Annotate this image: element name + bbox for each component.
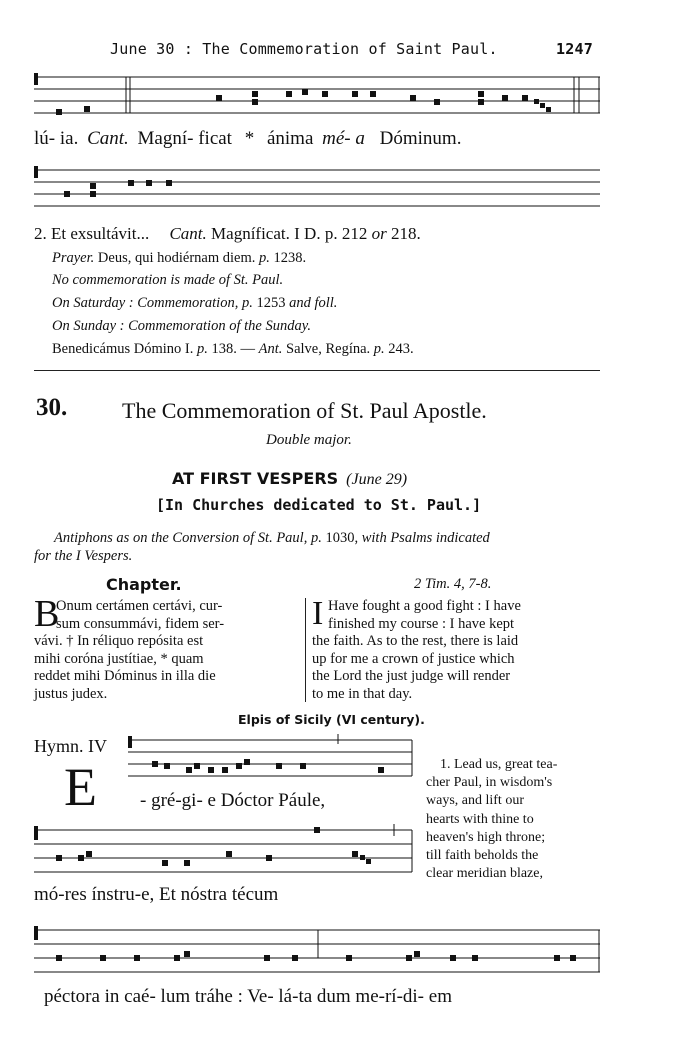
- page-number: 1247: [556, 40, 593, 58]
- latin-line: sum consummávi, fidem ser-: [56, 615, 225, 632]
- prayer-line: [52, 248, 306, 268]
- saturday-line: [52, 293, 337, 313]
- rubric-text: Benedicámus Dómino I.: [52, 341, 194, 357]
- rubric-text: 1238.: [273, 250, 307, 266]
- hymn-lyric-1: - gré-gi- e Dóctor Páule,: [140, 790, 326, 811]
- hymn-lyric-3: péctora in caé- lum tráhe : Ve- lá-ta dum me-rí-di- em: [44, 986, 452, 1007]
- latin-line: vávi. † In réliquo repósita est: [34, 633, 204, 649]
- feast-rank: Double major.: [266, 432, 352, 448]
- rubric-text: I D. p. 212: [294, 224, 368, 243]
- section-divider: [34, 370, 600, 371]
- translation-line: till faith beholds the: [426, 848, 539, 864]
- english-line: the Lord the just judge will render: [312, 668, 511, 684]
- rubric-text: 1030,: [325, 530, 359, 546]
- vespers-title: AT FIRST VESPERS: [172, 469, 339, 488]
- sunday-line: On Sunday : Commemoration of the Sunday.: [52, 318, 311, 334]
- no-commemoration-line: No commemoration is made of St. Paul.: [52, 272, 284, 288]
- hymn-attribution: Elpis of Sicily (VI century).: [238, 712, 425, 727]
- translation-line: hearts with thine to: [426, 811, 534, 827]
- english-line: to me in that day.: [312, 685, 413, 702]
- chapter-heading: Chapter.: [106, 575, 182, 594]
- latin-drop-cap: B: [34, 593, 60, 635]
- lyric: mé- a: [322, 128, 365, 149]
- lyric: Cant.: [87, 128, 129, 149]
- rubric-text: Salve, Regína.: [286, 341, 371, 357]
- running-header: [110, 40, 610, 58]
- english-line: finished my course : I have kept: [328, 615, 515, 632]
- lyric: *: [244, 128, 255, 149]
- translation-line: heaven's high throne;: [426, 829, 546, 845]
- chant-staff-2: [34, 160, 600, 214]
- chant-staff-1: [34, 66, 600, 126]
- chapter-english: [312, 595, 600, 703]
- rubric-text: Deus, qui hodiérnam diem.: [97, 250, 256, 266]
- feast-title: The Commemoration of St. Paul Apostle.: [122, 398, 487, 423]
- column-divider: [305, 598, 306, 702]
- english-drop-cap: I: [312, 595, 324, 632]
- hymn-label: Hymn. IV: [34, 736, 107, 756]
- rubric-text: or: [371, 224, 387, 243]
- staff1-lyrics: [34, 128, 461, 150]
- chapter-reference: 2 Tim. 4, 7-8.: [414, 576, 492, 592]
- rubric-text: p.: [373, 341, 385, 357]
- hymn-staff-2: [34, 816, 414, 880]
- hymn-translation: [426, 756, 600, 883]
- english-line: Have fought a good fight : I have: [328, 598, 521, 614]
- translation-line: cher Paul, in wisdom's: [426, 775, 553, 791]
- rubric-text: Magníficat.: [211, 224, 290, 243]
- latin-line: justus judex.: [34, 685, 108, 702]
- translation-line: clear meridian blaze,: [426, 866, 543, 882]
- chapter-latin: [34, 593, 300, 703]
- lyric: Dóminum.: [379, 128, 462, 149]
- lyric: lú- ia.: [34, 128, 79, 149]
- rubric-text: and foll.: [289, 295, 338, 311]
- latin-line: mihi coróna justítiae, * quam: [34, 650, 204, 667]
- latin-line: reddet mihi Dóminus in illa die: [34, 668, 216, 684]
- lyric: Magní- ficat: [137, 128, 232, 149]
- english-line: the faith. As to the rest, there is laid: [312, 633, 519, 649]
- rubric-text: p.: [196, 341, 208, 357]
- rubric-text: 243.: [388, 341, 414, 357]
- hymn-lyric-2: mó-res ínstru-e, Et nóstra técum: [34, 884, 279, 905]
- header-title: June 30 : The Commemoration of Saint Paul.: [110, 40, 498, 58]
- latin-line: Onum certámen certávi, cur-: [56, 598, 223, 614]
- rubric-text: p.: [259, 250, 270, 266]
- antiphons-note-1: [54, 530, 490, 547]
- rubric-text: 138. —: [211, 341, 255, 357]
- translation-line: ways, and lift our: [426, 793, 524, 809]
- rubric-text: Ant.: [258, 341, 283, 357]
- translation-line: 1. Lead us, great tea-: [440, 757, 558, 772]
- rubric-text: 218.: [390, 224, 421, 243]
- rubric-text: Prayer.: [52, 250, 95, 266]
- vespers-date: (June 29): [346, 471, 408, 488]
- antiphons-note-2: for the I Vespers.: [34, 548, 133, 564]
- rubric-text: with Psalms indicated: [361, 530, 490, 546]
- rubric-text: On Saturday : Commemoration, p.: [52, 295, 253, 311]
- lyric: ánima: [266, 128, 314, 149]
- rubric-text: 1253: [256, 295, 286, 311]
- rubric-text: Antiphons as on the Conversion of St. Paul, p.: [54, 530, 322, 546]
- hymn-staff-3: [34, 918, 600, 984]
- rubric-text: 2. Et exsultávit...: [34, 224, 150, 243]
- rubric-text: Cant.: [169, 224, 207, 243]
- benedicamus-line: [52, 339, 414, 359]
- hymn-staff-1: [128, 730, 414, 786]
- churches-note: [In Churches dedicated to St. Paul.]: [156, 496, 482, 514]
- vespers-heading: [172, 469, 407, 489]
- hymn-drop-cap: E: [64, 757, 97, 817]
- feast-number: 30.: [36, 394, 68, 421]
- english-line: up for me a crown of justice which: [312, 650, 515, 667]
- magnificat-rubric: [34, 224, 421, 244]
